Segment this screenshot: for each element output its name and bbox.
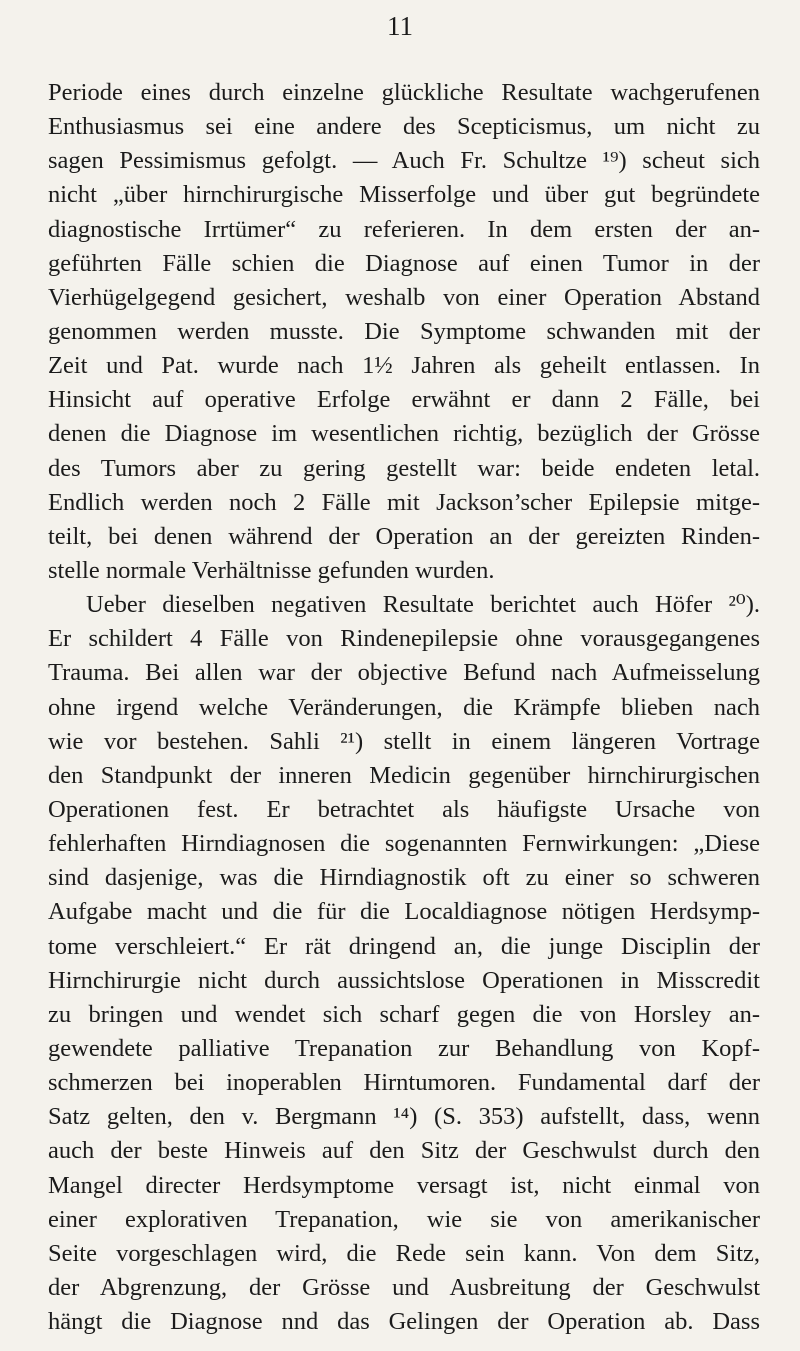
text-line: diagnostische Irrtümer“ zu referieren. In dem ersten der an- <box>48 215 760 243</box>
text-line: nicht „über hirnchirurgische Misserfolge und über gut begründete <box>48 181 760 209</box>
text-line: sagen Pessimismus gefolgt. — Auch Fr. Schultze ¹⁹) scheut sich <box>48 147 760 175</box>
text-line: auch der beste Hinweis auf den Sitz der Geschwulst durch den <box>48 1137 760 1165</box>
text-line: wie vor bestehen. Sahli ²¹) stellt in einem längeren Vortrage <box>48 727 760 755</box>
text-line: den Standpunkt der inneren Medicin gegenüber hirnchirurgischen <box>48 761 760 789</box>
text-line: des Tumors aber zu gering gestellt war: beide endeten letal. <box>48 454 760 482</box>
text-line: Operationen fest. Er betrachtet als häufigste Ursache von <box>48 795 760 823</box>
body-text <box>48 76 760 1339</box>
text-line: Enthusiasmus sei eine andere des Scepticismus, um nicht zu <box>48 113 760 141</box>
text-line: hängt die Diagnose nnd das Gelingen der Operation ab. Dass <box>48 1308 760 1336</box>
text-line: Hirnchirurgie nicht durch aussichtslose Operationen in Misscredit <box>48 966 760 994</box>
text-line: der Abgrenzung, der Grösse und Ausbreitung der Geschwulst <box>48 1273 760 1301</box>
text-line: schmerzen bei inoperablen Hirntumoren. Fundamental darf der <box>48 1069 760 1097</box>
text-line: denen die Diagnose im wesentlichen richtig, bezüglich der Grösse <box>48 420 760 448</box>
text-line: ohne irgend welche Veränderungen, die Krämpfe blieben nach <box>48 693 760 721</box>
text-line: Trauma. Bei allen war der objective Befund nach Aufmeisselung <box>48 659 760 687</box>
text-line: einer explorativen Trepanation, wie sie von amerikanischer <box>48 1205 760 1233</box>
text-line: fehlerhaften Hirndiagnosen die sogenannten Fernwirkungen: „Diese <box>48 830 760 858</box>
text-line: Seite vorgeschlagen wird, die Rede sein kann. Von dem Sitz, <box>48 1239 760 1267</box>
text-line: Endlich werden noch 2 Fälle mit Jackson’scher Epilepsie mitge- <box>48 488 760 516</box>
text-line: Satz gelten, den v. Bergmann ¹⁴) (S. 353) aufstellt, dass, wenn <box>48 1103 760 1131</box>
text-line: tome verschleiert.“ Er rät dringend an, die junge Disciplin der <box>48 932 760 960</box>
text-line: teilt, bei denen während der Operation an der gereizten Rinden- <box>48 522 760 550</box>
text-line: genommen werden musste. Die Symptome schwanden mit der <box>48 317 760 345</box>
text-line: geführten Fälle schien die Diagnose auf einen Tumor in der <box>48 249 760 277</box>
text-line: Aufgabe macht und die für die Localdiagnose nötigen Herdsymp- <box>48 898 760 926</box>
text-line: Ueber dieselben negativen Resultate berichtet auch Höfer ²⁰). <box>86 591 760 619</box>
text-line: Hinsicht auf operative Erfolge erwähnt er dann 2 Fälle, bei <box>48 386 760 414</box>
text-line: Periode eines durch einzelne glückliche Resultate wachgerufenen <box>48 79 760 106</box>
page-number: 11 <box>387 11 413 41</box>
text-line: stelle normale Verhältnisse gefunden wurden. <box>48 556 495 584</box>
text-line: gewendete palliative Trepanation zur Behandlung von Kopf- <box>48 1034 760 1062</box>
text-line: Mangel directer Herdsymptome versagt ist, nicht einmal von <box>48 1171 760 1199</box>
text-line: Zeit und Pat. wurde nach 1½ Jahren als geheilt entlassen. In <box>48 352 760 380</box>
text-line: sind dasjenige, was die Hirndiagnostik oft zu einer so schweren <box>48 864 760 892</box>
text-line: Vierhügelgegend gesichert, weshalb von einer Operation Abstand <box>48 283 760 311</box>
text-line: zu bringen und wendet sich scharf gegen die von Horsley an- <box>48 1000 760 1028</box>
text-line: Er schildert 4 Fälle von Rindenepilepsie ohne vorausgegangenes <box>48 625 760 653</box>
